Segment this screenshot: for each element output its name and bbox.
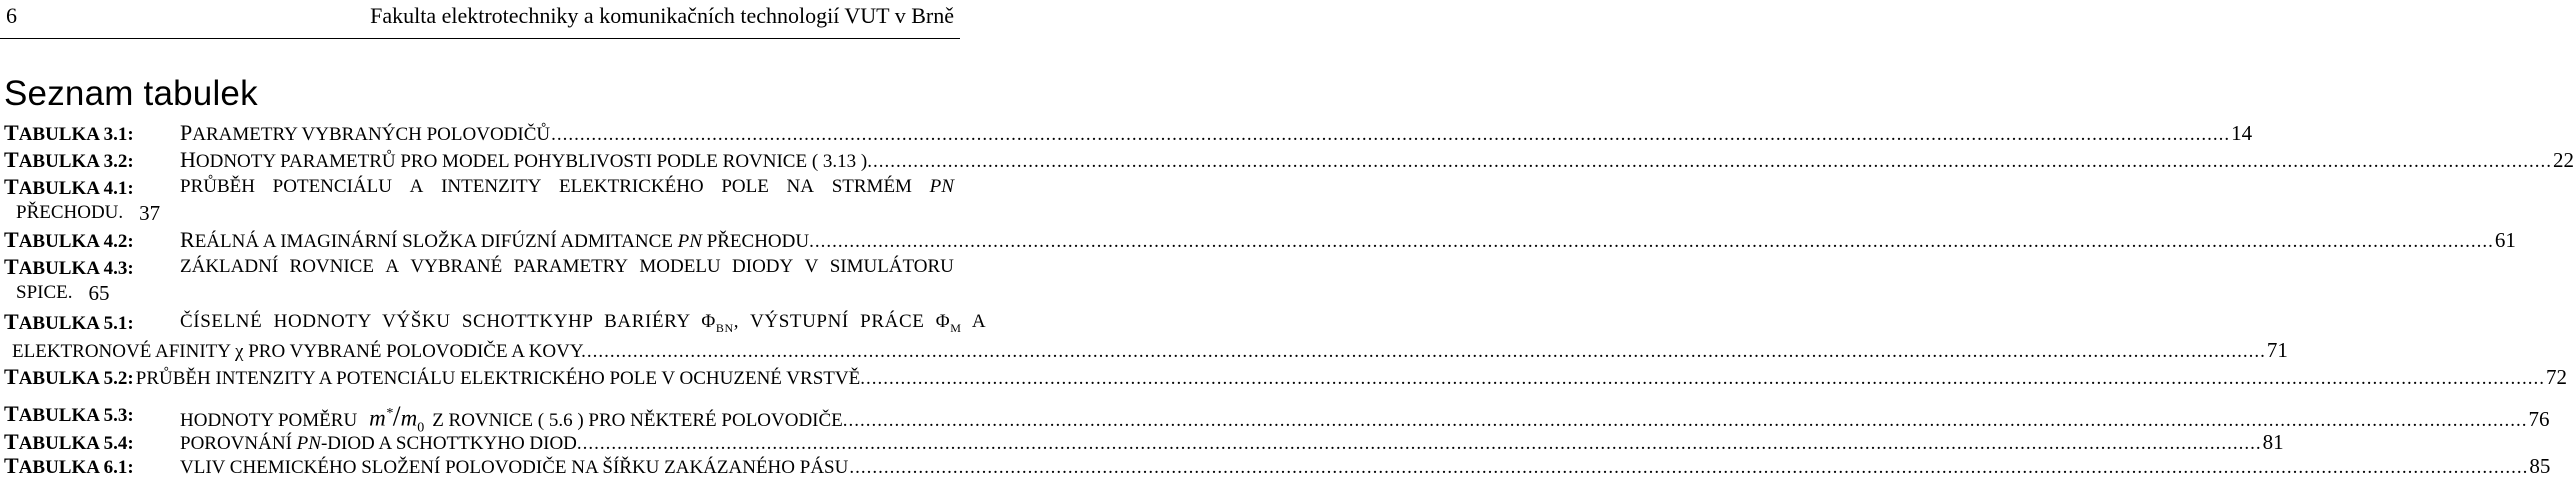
section-title: Seznam tabulek — [4, 74, 258, 113]
entry-title: ZÁKLADNÍ ROVNICE A VYBRANÉ PARAMETRY MODELU DIODY V SIMULÁTORU — [180, 256, 954, 277]
toc-entry[interactable] — [4, 452, 2551, 480]
toc-entry-continuation — [4, 199, 954, 227]
leader-dots — [815, 228, 2494, 256]
entry-title: HODNOTY PARAMETRŮ PRO MODEL POHYBLIVOSTI PODLE ROVNICE ( 3.13 ). — [180, 147, 872, 172]
leader-dots — [551, 121, 2230, 149]
entry-page: 71 — [2266, 338, 2288, 362]
entry-page: 85 — [2529, 454, 2551, 478]
entry-title-rest: Z ROVNICE ( 5.6 ) PRO NĚKTERÉ POLOVODIČE. — [432, 409, 848, 431]
toc-entry[interactable] — [4, 146, 2574, 174]
toc-entry[interactable] — [4, 363, 2567, 391]
entry-title-cont: SPICE. — [16, 282, 73, 303]
entry-label: TABULKA 5.3: — [4, 401, 134, 426]
leader-dots — [587, 338, 2266, 366]
toc-entry-continuation — [4, 336, 2288, 364]
entry-label: TABULKA 3.2: — [4, 147, 134, 172]
entry-title: VLIV CHEMICKÉHO SLOŽENÍ POLOVODIČE NA ŠÍŘKU ZAKÁZANÉHO PÁSU — [180, 457, 849, 478]
entry-page: 22 — [2553, 148, 2574, 172]
entry-label: TABULKA 4.1: — [4, 174, 134, 199]
entry-page: 61 — [2494, 228, 2516, 252]
entry-label: TABULKA 6.1: — [4, 453, 134, 478]
toc-entry[interactable] — [4, 308, 987, 336]
entry-label: TABULKA 5.1: — [4, 309, 134, 334]
toc-entry[interactable] — [4, 173, 954, 201]
toc-entry[interactable] — [4, 226, 2516, 254]
entry-title: POROVNÁNÍ PN-DIOD A SCHOTTKYHO DIOD. — [180, 433, 582, 454]
entry-title: HODNOTY POMĚRU — [180, 409, 358, 431]
entry-page: 76 — [2528, 406, 2550, 431]
entry-title-cont: ELEKTRONOVÉ AFINITY χ PRO VYBRANÉ POLOVODIČE A KOVY. — [12, 341, 586, 362]
entry-title: ČÍSELNÉ HODNOTY VÝŠKU SCHOTTKYHP BARIÉRY $\Phi_{BN}$, VÝSTUPNÍ PRÁCE $\Phi_M$ A — [180, 311, 987, 335]
entry-label: TABULKA 4.3: — [4, 254, 134, 279]
page-number: 6 — [6, 3, 17, 28]
leader-dots — [849, 454, 2528, 482]
entry-title: PARAMETRY VYBRANÝCH POLOVODIČŮ — [180, 120, 551, 145]
entry-label: TABULKA 5.2: — [4, 364, 134, 389]
entry-title: PRŮBĚH INTENZITY A POTENCIÁLU ELEKTRICKÉHO POLE V OCHUZENÉ VRSTVĚ. — [135, 368, 865, 389]
entry-title-cont: PŘECHODU. — [16, 202, 124, 223]
entry-label: TABULKA 4.2: — [4, 227, 134, 252]
math-ratio: $m^*/m_0$ — [369, 401, 425, 436]
entry-page: 72 — [2545, 365, 2567, 389]
toc-entry-continuation — [4, 279, 954, 307]
leader-dots — [866, 365, 2545, 393]
leader-dots — [873, 148, 2552, 176]
entry-title: PRŮBĚH POTENCIÁLU A INTENZITY ELEKTRICKÉHO POLE NA STRMÉM PN — [180, 176, 954, 197]
toc-entry[interactable] — [4, 253, 954, 281]
toc-entry[interactable] — [4, 396, 2550, 436]
toc-entry[interactable] — [4, 119, 2253, 147]
entry-page: 81 — [2262, 430, 2284, 454]
entry-page: 37 — [139, 201, 161, 225]
entry-title: REÁLNÁ A IMAGINÁRNÍ SLOŽKA DIFÚZNÍ ADMITANCE PN PŘECHODU. — [180, 227, 814, 252]
entry-page: 14 — [2231, 121, 2253, 145]
header-title: Fakulta elektrotechniky a komunikačních technologií VUT v Brně — [370, 3, 954, 28]
entry-label: TABULKA 3.1: — [4, 120, 134, 145]
header-rule — [0, 38, 960, 39]
page-header — [0, 0, 960, 40]
entry-page: 65 — [88, 281, 110, 305]
entry-label: TABULKA 5.4: — [4, 429, 134, 454]
